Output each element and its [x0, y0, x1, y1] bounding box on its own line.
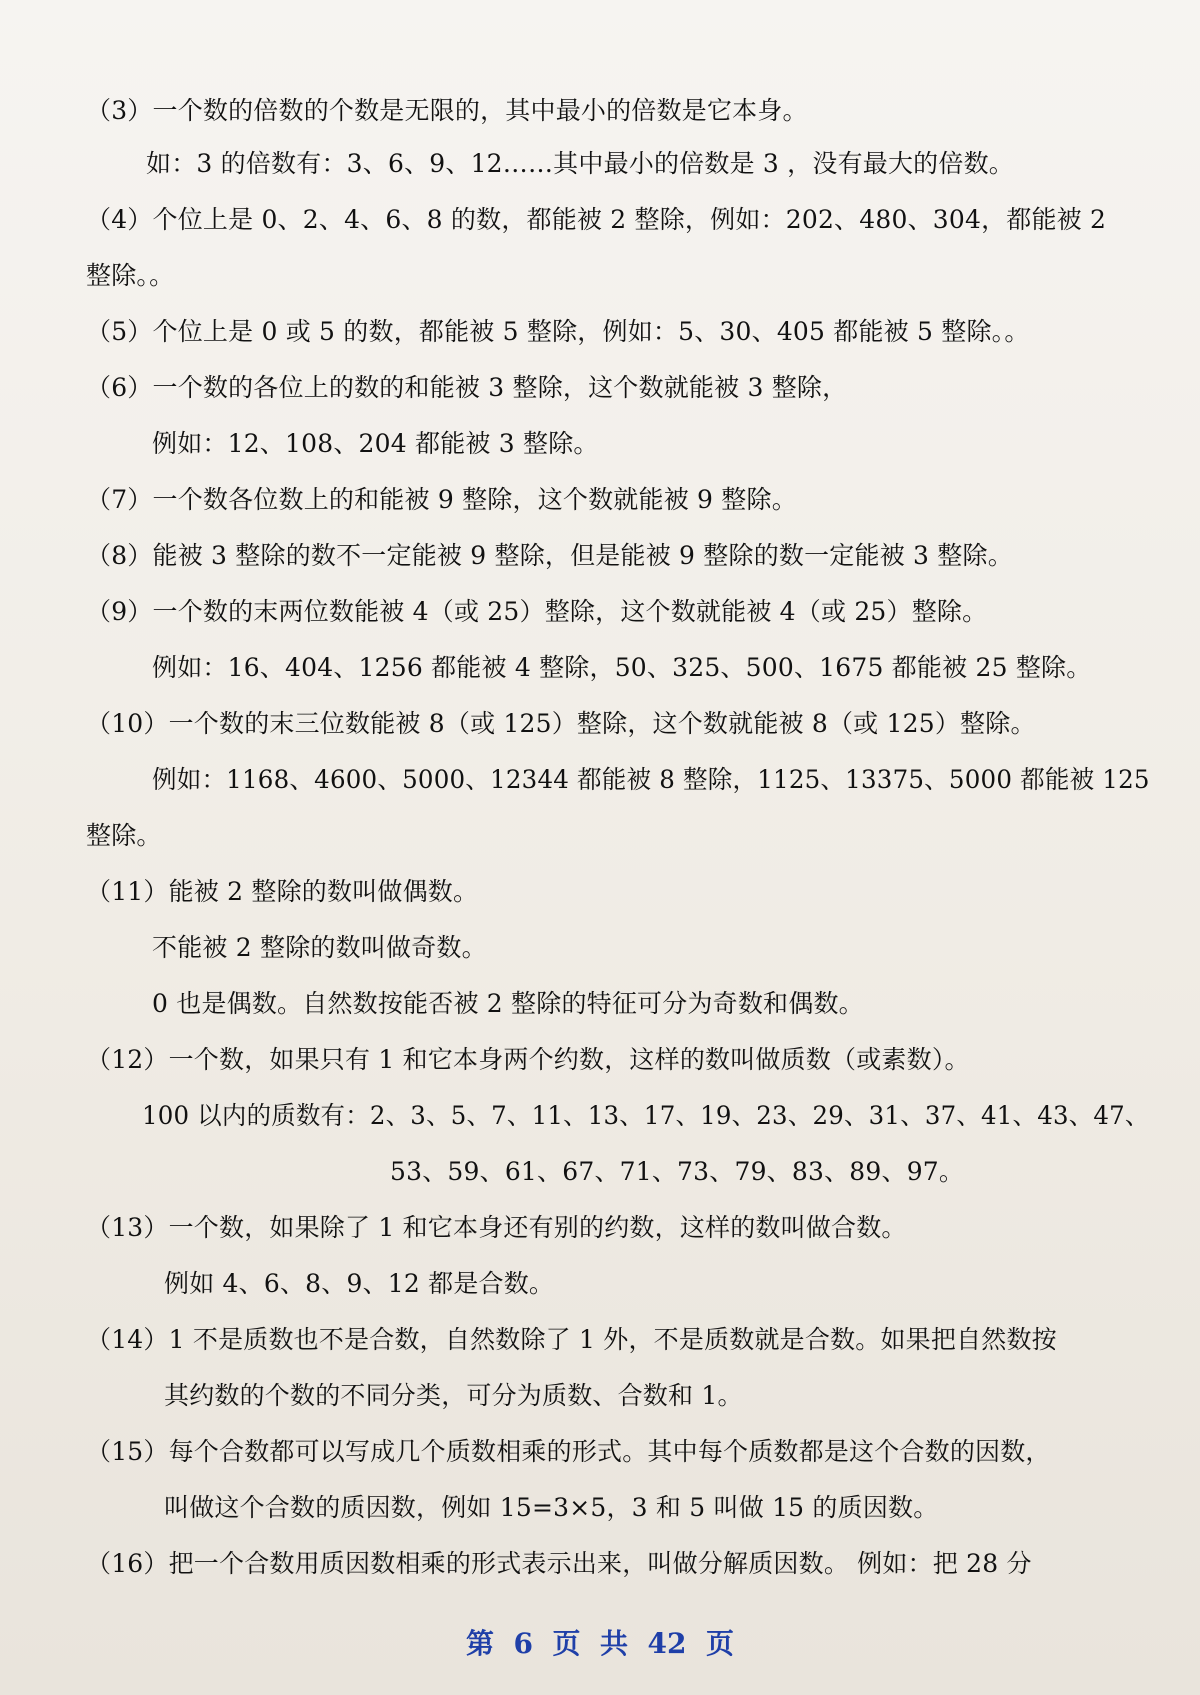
rule-14-continuation: 其约数的个数的不同分类，可分为质数、合数和 1。 [164, 1381, 743, 1410]
rule-15-line: （15）每个合数都可以写成几个质数相乘的形式。其中每个质数都是这个合数的因数， [86, 1437, 1051, 1466]
rule-7-line: （7）一个数各位数上的和能被 9 整除，这个数就能被 9 整除。 [86, 485, 797, 514]
rule-11-line: （11）能被 2 整除的数叫做偶数。 [86, 877, 479, 906]
rule-10-continuation: 整除。 [86, 821, 162, 850]
rule-9-example: 例如：16、404、1256 都能被 4 整除，50、325、500、1675 都能被 25 整除。 [152, 653, 1092, 682]
primes-list-line-2: 53、59、61、67、71、73、79、83、89、97。 [390, 1157, 965, 1186]
rule-3-example: 如：3 的倍数有：3、6、9、12……其中最小的倍数是 3 ，没有最大的倍数。 [146, 149, 1014, 178]
rule-6-line: （6）一个数的各位上的数的和能被 3 整除，这个数就能被 3 整除， [86, 373, 848, 402]
rule-13-line: （13）一个数，如果除了 1 和它本身还有别的约数，这样的数叫做合数。 [86, 1213, 907, 1242]
page-number-footer: 第 6 页 共 42 页 [466, 1627, 734, 1660]
rule-11-zero: 0 也是偶数。自然数按能否被 2 整除的特征可分为奇数和偶数。 [152, 989, 864, 1018]
rule-3-line: （3）一个数的倍数的个数是无限的，其中最小的倍数是它本身。 [86, 96, 808, 125]
rule-13-example: 例如 4、6、8、9、12 都是合数。 [164, 1269, 555, 1298]
rule-6-example: 例如：12、108、204 都能被 3 整除。 [152, 429, 599, 458]
rule-10-line: （10）一个数的末三位数能被 8（或 125）整除，这个数就能被 8（或 125）整除。 [86, 709, 1036, 738]
primes-list-line-1: 100 以内的质数有：2、3、5、7、11、13、17、19、23、29、31、37、41、43、47、 [142, 1101, 1150, 1130]
rule-12-line: （12）一个数，如果只有 1 和它本身两个约数，这样的数叫做质数（或素数）。 [86, 1045, 970, 1074]
rule-4-continuation: 整除。。 [86, 261, 175, 290]
rule-11-odd: 不能被 2 整除的数叫做奇数。 [152, 933, 487, 962]
rule-16-line: （16）把一个合数用质因数相乘的形式表示出来，叫做分解质因数。 例如：把 28 分 [86, 1549, 1032, 1578]
rule-14-line: （14）1 不是质数也不是合数，自然数除了 1 外，不是质数就是合数。如果把自然数按 [86, 1325, 1057, 1354]
rule-5-line: （5）个位上是 0 或 5 的数，都能被 5 整除，例如：5、30、405 都能被 5 整除。。 [86, 317, 1030, 346]
rule-4-line: （4）个位上是 0、2、4、6、8 的数，都能被 2 整除，例如：202、480、304，都能被 2 [86, 205, 1107, 234]
rule-10-example: 例如：1168、4600、5000、12344 都能被 8 整除，1125、13375、5000 都能被 125 [152, 765, 1150, 794]
rule-8-line: （8）能被 3 整除的数不一定能被 9 整除，但是能被 9 整除的数一定能被 3 整除。 [86, 541, 1013, 570]
rule-9-line: （9）一个数的末两位数能被 4（或 25）整除，这个数就能被 4（或 25）整除。 [86, 597, 988, 626]
rule-15-continuation: 叫做这个合数的质因数，例如 15=3×5，3 和 5 叫做 15 的质因数。 [164, 1493, 939, 1522]
